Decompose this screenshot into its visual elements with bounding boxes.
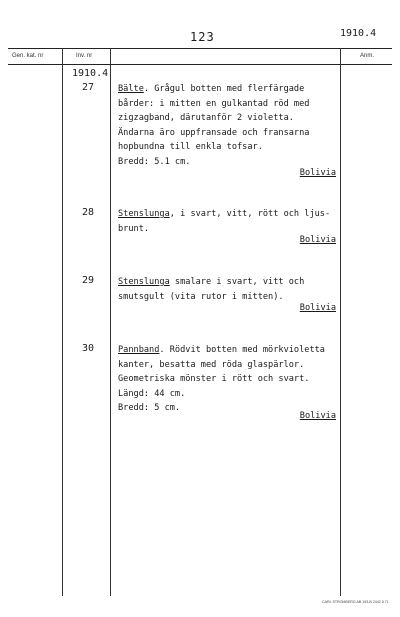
- column-divider-1: [62, 48, 63, 596]
- entry-place: Bolivia: [299, 168, 336, 178]
- header-rule-top: [8, 48, 392, 49]
- catalog-year: 1910.4: [340, 28, 377, 39]
- header-rule-bottom: [8, 64, 392, 65]
- page-number: 123: [190, 30, 215, 44]
- entry-place: Bolivia: [299, 303, 336, 313]
- entry-text: , i svart, vitt, rött och ljus- brunt.: [118, 209, 331, 234]
- year-label: 1910.4: [72, 68, 109, 79]
- column-header-inv-nr: Inv. nr: [76, 53, 93, 59]
- entry-description: [118, 343, 340, 416]
- entry-number: 29: [82, 275, 95, 286]
- entry-text: . Rödvit botten med mörkvioletta kanter, besatta med röda glaspärlor. Geometriska mönster i rött och svart. Längd: 44 cm. Bredd: 5 cm.: [118, 345, 325, 414]
- entry-number: 30: [82, 343, 95, 354]
- print-note: CARL STROMBERG AB 193-B 2442 8 71: [322, 600, 389, 604]
- entry-number: 27: [82, 82, 95, 93]
- entry-text: smalare i svart, vitt och smutsgult (vita rutor i mitten).: [118, 277, 305, 302]
- entry-place: Bolivia: [299, 411, 336, 421]
- entry-title: Stenslunga: [118, 209, 170, 219]
- entry-title: Bälte: [118, 84, 144, 94]
- entry-description: [118, 275, 340, 304]
- column-divider-3: [340, 48, 341, 596]
- column-divider-2: [110, 48, 111, 596]
- entry-description: [118, 82, 340, 170]
- column-header-gen-kat-nr: Gen. kat. nr: [12, 53, 44, 59]
- entry-text: . Grågul botten med flerfärgade bårder: i mitten en gulkantad röd med zigzagband, därutanför 2 violetta. Ändarna äro uppfransade och fransarna hopbundna till enkla tofsar. Bredd: 5.1 cm.: [118, 84, 310, 167]
- column-header-anm: Anm.: [360, 53, 375, 59]
- entry-number: 28: [82, 207, 95, 218]
- entry-title: Stenslunga: [118, 277, 170, 287]
- entry-title: Pannband: [118, 345, 160, 355]
- entry-description: [118, 207, 340, 236]
- entry-place: Bolivia: [299, 235, 336, 245]
